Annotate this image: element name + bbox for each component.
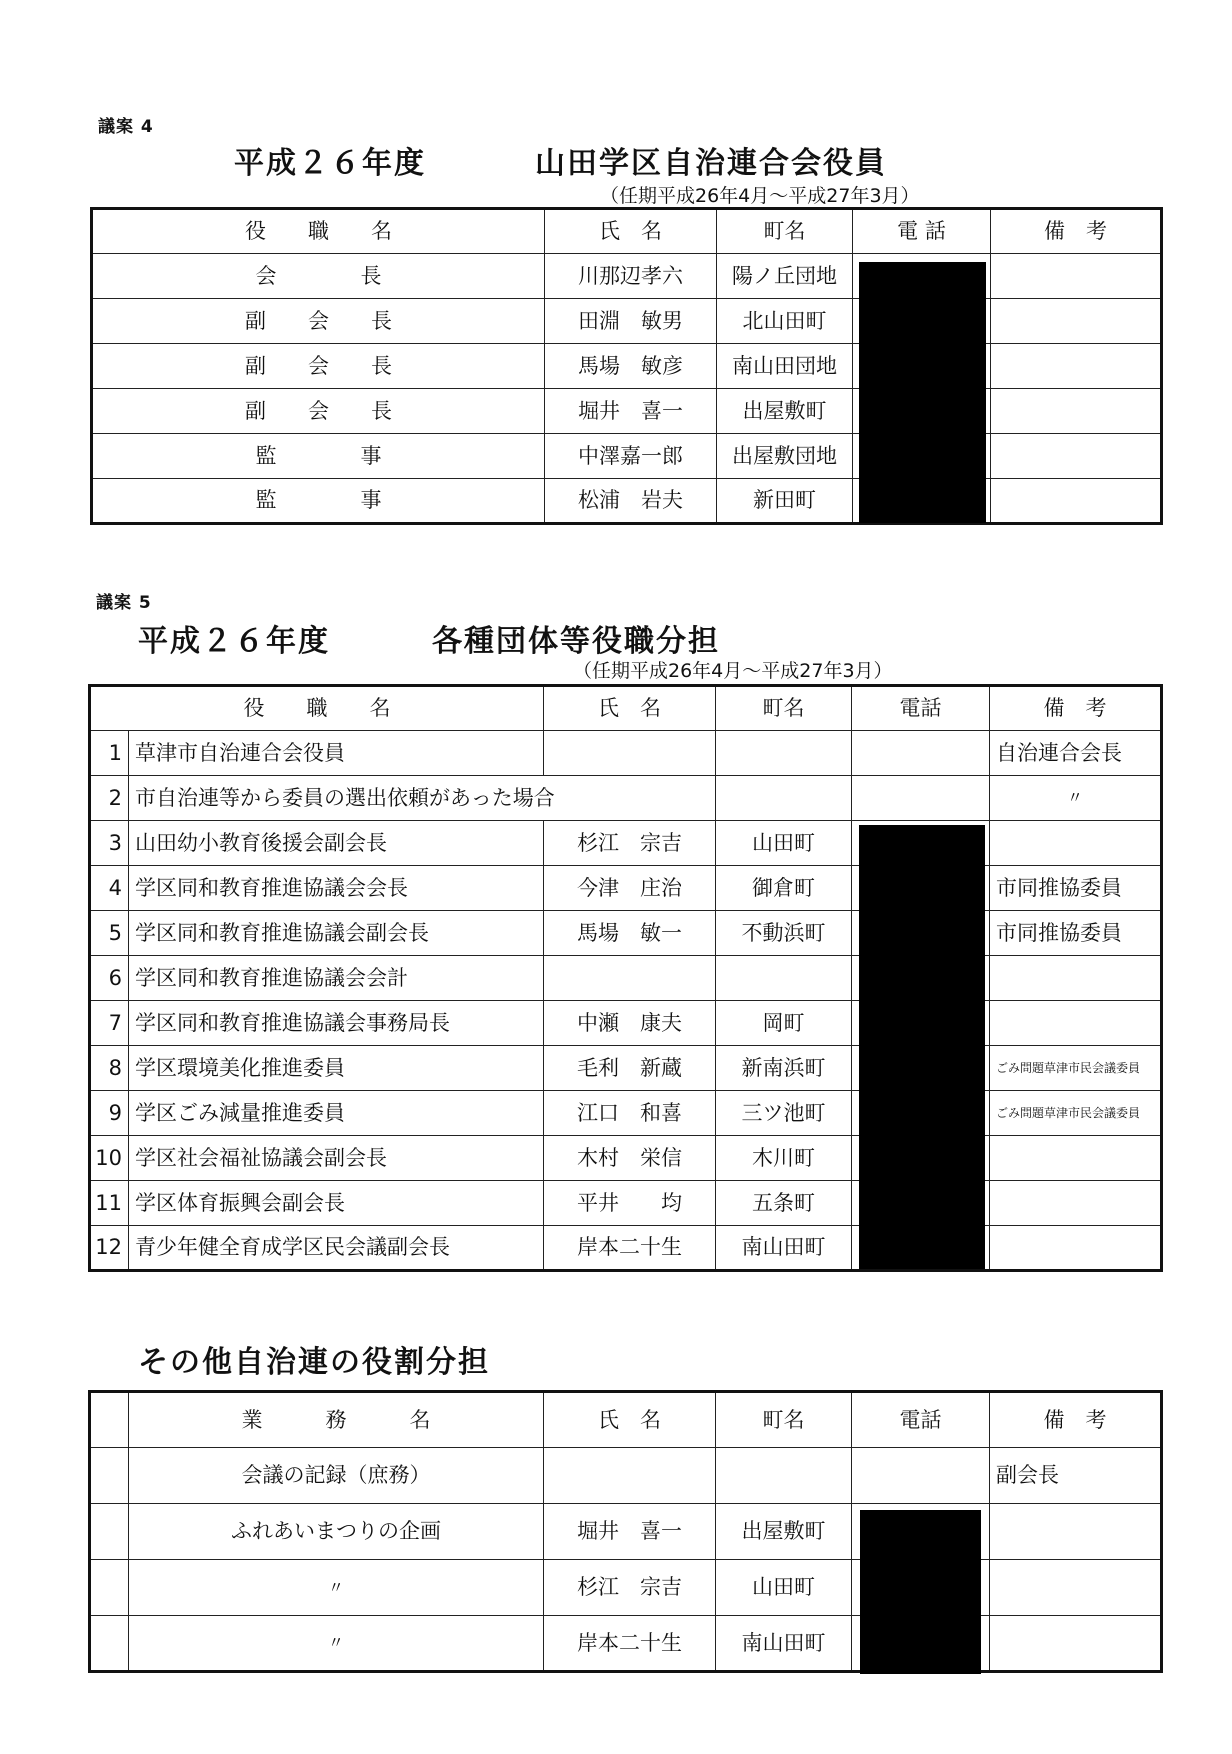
table-row (90, 776, 1162, 821)
table-row (90, 1091, 1162, 1136)
town-cell (716, 731, 852, 776)
town-cell: 陽ノ丘団地 (717, 254, 853, 299)
note-cell (990, 821, 1162, 866)
name-cell: 江口 和喜 (544, 1091, 716, 1136)
officers-table (90, 207, 1163, 525)
table-row (90, 1560, 1162, 1616)
row-number: 3 (90, 821, 129, 866)
role-cell: 青少年健全育成学区民会議副会長 (129, 1226, 544, 1271)
row-number: 5 (90, 911, 129, 956)
header-town: 町名 (716, 1392, 852, 1448)
note-cell (990, 1136, 1162, 1181)
row-number: 9 (90, 1091, 129, 1136)
phone-cell (852, 731, 990, 776)
table-row (90, 911, 1162, 956)
town-cell: 不動浜町 (716, 911, 852, 956)
table-row (90, 731, 1162, 776)
role-cell: 副 会 長 (92, 299, 545, 344)
note-cell: 市同推協委員 (990, 911, 1162, 956)
name-cell: 杉江 宗吉 (544, 821, 716, 866)
row-number: 12 (90, 1226, 129, 1271)
note-cell (990, 956, 1162, 1001)
role-cell: 学区同和教育推進協議会会長 (129, 866, 544, 911)
table-row (90, 1616, 1162, 1672)
note-cell (991, 389, 1162, 434)
note-cell (990, 1001, 1162, 1046)
note-cell (990, 1504, 1162, 1560)
header-town: 町名 (716, 686, 852, 731)
section2-title-main: 各種団体等役職分担 (432, 624, 720, 659)
note-cell (991, 434, 1162, 479)
row-number: 4 (90, 866, 129, 911)
note-cell: ごみ問題草津市民会議委員 (990, 1046, 1162, 1091)
role-cell: 副 会 長 (92, 344, 545, 389)
role-cell: 副 会 長 (92, 389, 545, 434)
table-row (90, 1226, 1162, 1271)
section2-term: （任期平成26年4月～平成27年3月） (573, 660, 893, 682)
note-cell (990, 1181, 1162, 1226)
name-cell: 木村 栄信 (544, 1136, 716, 1181)
table-row (90, 866, 1162, 911)
blank-cell (90, 1616, 129, 1672)
header-role: 役 職 名 (90, 686, 544, 731)
table-row (90, 1448, 1162, 1504)
note-cell: 市同推協委員 (990, 866, 1162, 911)
table-row (92, 344, 1162, 389)
town-cell: 南山田団地 (717, 344, 853, 389)
role-cell: 学区同和教育推進協議会事務局長 (129, 1001, 544, 1046)
town-cell: 木川町 (716, 1136, 852, 1181)
town-cell: 南山田町 (716, 1226, 852, 1271)
name-cell: 岸本二十生 (544, 1226, 716, 1271)
table-row (92, 254, 1162, 299)
header-town: 町名 (717, 209, 853, 254)
agenda-label-4: 議案 4 (98, 117, 154, 137)
header-role: 役 職 名 (92, 209, 545, 254)
header-name: 氏 名 (544, 1392, 716, 1448)
section1-title-main: 山田学区自治連合会役員 (535, 146, 887, 181)
name-cell: 馬場 敏一 (544, 911, 716, 956)
header-name: 氏 名 (544, 686, 716, 731)
organizations-table (88, 684, 1163, 1272)
note-cell: 〃 (990, 776, 1162, 821)
blank-cell (90, 1504, 129, 1560)
name-cell: 中澤嘉一郎 (545, 434, 717, 479)
town-cell: 三ツ池町 (716, 1091, 852, 1136)
table-header-row (92, 209, 1162, 254)
town-cell: 岡町 (716, 1001, 852, 1046)
name-cell: 中瀬 康夫 (544, 1001, 716, 1046)
table-row (92, 299, 1162, 344)
name-cell (544, 956, 716, 1001)
row-number: 2 (90, 776, 129, 821)
header-note: 備 考 (990, 1392, 1162, 1448)
header-phone: 電話 (852, 686, 990, 731)
name-cell: 堀井 喜一 (544, 1504, 716, 1560)
note-cell (991, 479, 1162, 524)
section2-title-year: 平成２６年度 (138, 624, 330, 659)
name-cell: 毛利 新蔵 (544, 1046, 716, 1091)
note-cell (990, 1616, 1162, 1672)
table-row (90, 821, 1162, 866)
table-row (90, 1001, 1162, 1046)
note-cell (990, 1226, 1162, 1271)
row-number: 6 (90, 956, 129, 1001)
header-note: 備 考 (990, 686, 1162, 731)
note-cell (991, 344, 1162, 389)
task-cell: 〃 (129, 1616, 544, 1672)
section3-title: その他自治連の役割分担 (138, 1345, 490, 1380)
town-cell: 新田町 (717, 479, 853, 524)
name-cell (544, 1448, 716, 1504)
table-header-row (90, 686, 1162, 731)
task-cell: 会議の記録（庶務） (129, 1448, 544, 1504)
note-cell: 副会長 (990, 1448, 1162, 1504)
agenda-label-5: 議案 5 (96, 593, 152, 613)
role-cell: 学区環境美化推進委員 (129, 1046, 544, 1091)
note-cell (991, 299, 1162, 344)
note-cell: ごみ問題草津市民会議委員 (990, 1091, 1162, 1136)
table-row (90, 1136, 1162, 1181)
role-cell: 学区同和教育推進協議会会計 (129, 956, 544, 1001)
town-cell (716, 776, 852, 821)
town-cell: 山田町 (716, 821, 852, 866)
role-cell: 監 事 (92, 479, 545, 524)
role-cell: 学区体育振興会副会長 (129, 1181, 544, 1226)
name-cell: 馬場 敏彦 (545, 344, 717, 389)
role-cell: 山田幼小教育後援会副会長 (129, 821, 544, 866)
task-cell: 〃 (129, 1560, 544, 1616)
table-row (90, 956, 1162, 1001)
table-header-row (90, 1392, 1162, 1448)
note-cell (990, 1560, 1162, 1616)
row-number: 10 (90, 1136, 129, 1181)
header-note: 備 考 (991, 209, 1162, 254)
name-cell: 岸本二十生 (544, 1616, 716, 1672)
name-cell: 松浦 岩夫 (545, 479, 717, 524)
other-roles-table (88, 1390, 1163, 1673)
note-cell (991, 254, 1162, 299)
header-task: 業 務 名 (129, 1392, 544, 1448)
table-row (92, 434, 1162, 479)
role-cell: 監 事 (92, 434, 545, 479)
table-row (90, 1181, 1162, 1226)
section1-title-year: 平成２６年度 (234, 146, 426, 181)
town-cell (716, 1448, 852, 1504)
town-cell: 出屋敷町 (716, 1504, 852, 1560)
header-phone: 電話 (852, 1392, 990, 1448)
town-cell: 山田町 (716, 1560, 852, 1616)
name-cell: 杉江 宗吉 (544, 1560, 716, 1616)
table-row (92, 389, 1162, 434)
town-cell (716, 956, 852, 1001)
town-cell: 御倉町 (716, 866, 852, 911)
phone-redaction-block (859, 262, 986, 523)
table-row (92, 479, 1162, 524)
name-cell: 平井 均 (544, 1181, 716, 1226)
town-cell: 出屋敷町 (717, 389, 853, 434)
town-cell: 北山田町 (717, 299, 853, 344)
task-cell: ふれあいまつりの企画 (129, 1504, 544, 1560)
role-cell: 学区同和教育推進協議会副会長 (129, 911, 544, 956)
name-cell: 田淵 敏男 (545, 299, 717, 344)
section1-term: （任期平成26年4月～平成27年3月） (600, 185, 920, 207)
row-number: 7 (90, 1001, 129, 1046)
role-cell: 会 長 (92, 254, 545, 299)
role-cell: 市自治連等から委員の選出依頼があった場合 (129, 776, 716, 821)
role-cell: 草津市自治連合会役員 (129, 731, 544, 776)
town-cell: 新南浜町 (716, 1046, 852, 1091)
phone-redaction-block (859, 825, 985, 1269)
name-cell: 川那辺孝六 (545, 254, 717, 299)
town-cell: 五条町 (716, 1181, 852, 1226)
blank-cell (90, 1392, 129, 1448)
header-phone: 電 話 (853, 209, 991, 254)
town-cell: 出屋敷団地 (717, 434, 853, 479)
phone-cell (852, 1448, 990, 1504)
phone-redaction-block (860, 1510, 981, 1674)
name-cell (544, 731, 716, 776)
table-row (90, 1504, 1162, 1560)
note-cell: 自治連合会長 (990, 731, 1162, 776)
town-cell: 南山田町 (716, 1616, 852, 1672)
role-cell: 学区社会福祉協議会副会長 (129, 1136, 544, 1181)
header-name: 氏 名 (545, 209, 717, 254)
blank-cell (90, 1448, 129, 1504)
name-cell: 堀井 喜一 (545, 389, 717, 434)
row-number: 8 (90, 1046, 129, 1091)
role-cell: 学区ごみ減量推進委員 (129, 1091, 544, 1136)
row-number: 11 (90, 1181, 129, 1226)
phone-cell (852, 776, 990, 821)
name-cell: 今津 庄治 (544, 866, 716, 911)
table-row (90, 1046, 1162, 1091)
row-number: 1 (90, 731, 129, 776)
blank-cell (90, 1560, 129, 1616)
